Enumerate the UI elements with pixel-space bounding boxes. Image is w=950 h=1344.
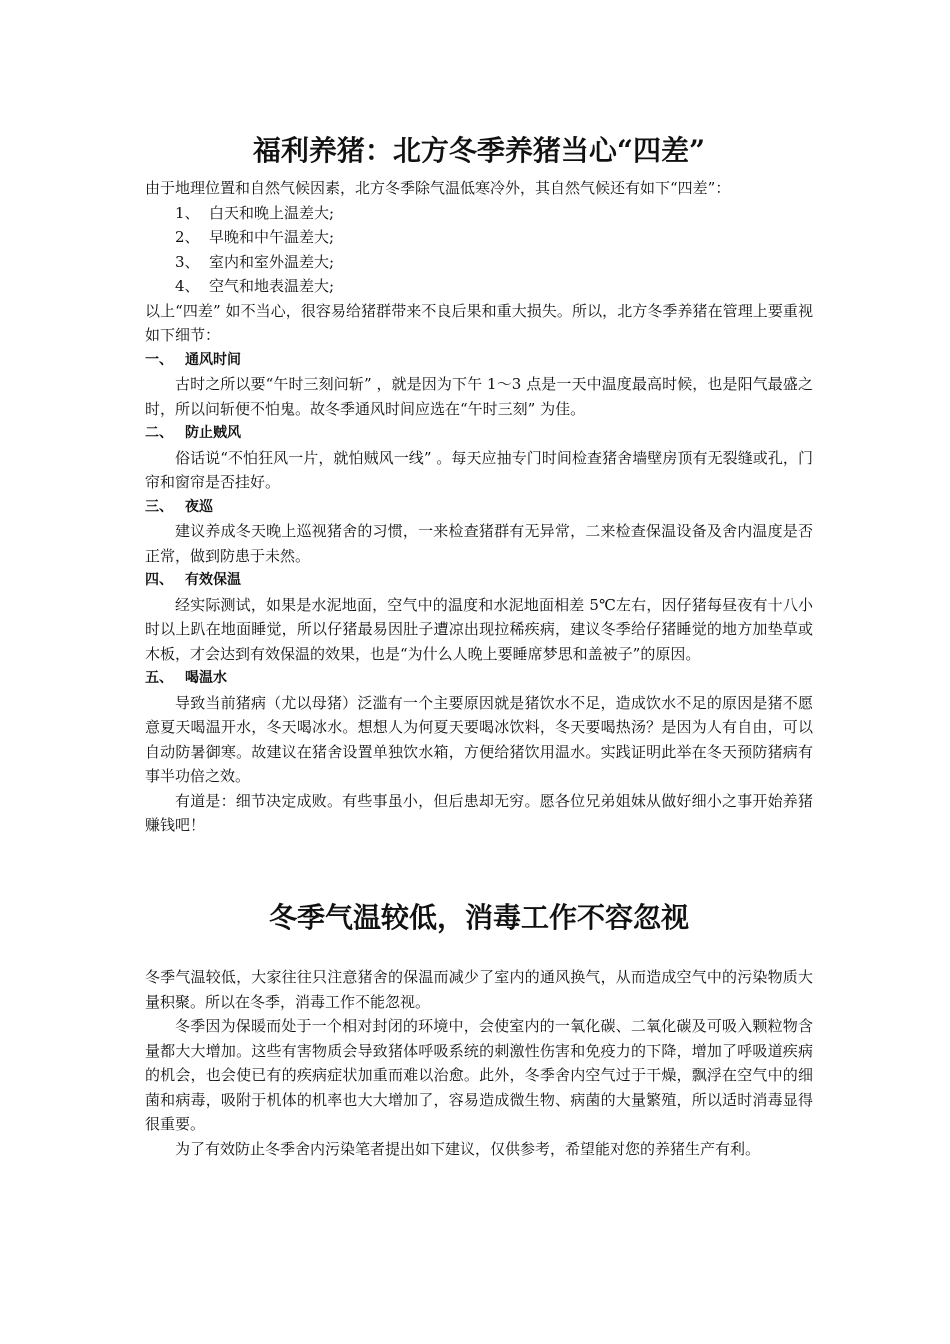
item-paragraph: 建议养成冬天晚上巡视猪舍的习惯，一来检查猪群有无异常，二来检查保温设备及舍内温度是否正常，做到防患于未然。 bbox=[145, 522, 813, 565]
list-number: 3、 bbox=[175, 252, 200, 271]
item-number: 三、 bbox=[145, 498, 173, 515]
list-item bbox=[145, 225, 813, 250]
list-text: 空气和地表温差大; bbox=[209, 277, 335, 295]
section2-body bbox=[145, 965, 813, 1161]
section2-paragraph: 冬季气温较低，大家往往只注意猪舍的保温而减少了室内的通风换气，从而造成空气中的污染物质大量积聚。所以在冬季，消毒工作不能忽视。 bbox=[145, 968, 813, 1011]
list-item bbox=[145, 201, 813, 226]
list-number: 4、 bbox=[175, 277, 200, 295]
item-number: 四、 bbox=[145, 572, 173, 588]
section1-intro: 由于地理位置和自然气候因素，北方冬季除气温低寒冷外，其自然气候还有如下“四差”： bbox=[145, 179, 731, 197]
list-number: 1、 bbox=[175, 203, 200, 222]
section2-paragraph: 为了有效防止冬季舍内污染笔者提出如下建议，仅供参考，希望能对您的养猪生产有利。 bbox=[175, 1139, 761, 1158]
item-heading-text: 有效保温 bbox=[185, 572, 241, 588]
item-heading bbox=[145, 421, 813, 446]
item-paragraph: 导致当前猪病（尤以母猪）泛滥有一个主要原因就是猪饮水不足，造成饮水不足的原因是猪不愿意夏天喝温开水，冬天喝冰水。想想人为何夏天要喝冰饮料，冬天要喝热汤？是因为人有自由，可以自动防暑御寒。故建议在猪舍设置单独饮水箱，方便给猪饮用温水。实践证明此举在冬天预防猪病有事半功倍之效。 bbox=[145, 693, 813, 785]
item-number: 五、 bbox=[145, 670, 173, 686]
item-heading-text: 夜巡 bbox=[185, 498, 213, 515]
item-heading bbox=[145, 495, 813, 520]
list-text: 白天和晚上温差大; bbox=[209, 203, 335, 222]
list-text: 早晚和中午温差大; bbox=[209, 228, 335, 246]
list-item bbox=[145, 274, 813, 299]
section1-title: 福利养猪：北方冬季养猪当心“四差” bbox=[252, 134, 706, 167]
list-text: 室内和室外温差大; bbox=[209, 252, 335, 271]
section2-title: 冬季气温较低，消毒工作不容忽视 bbox=[268, 901, 689, 934]
item-heading bbox=[145, 666, 813, 691]
item-paragraph: 古时之所以要“午时三刻问斩” ，就是因为下午 1～3 点是一天中温度最高时候，也是阳气最盛之时，所以问斩便不怕鬼。故冬季通风时间应选在“午时三刻” 为佳。 bbox=[145, 375, 813, 418]
after-list-paragraph: 以上“四差” 如不当心，很容易给猪群带来不良后果和重大损失。所以，北方冬季养猪在管理上要重视如下细节： bbox=[145, 301, 813, 344]
item-heading-text: 防止贼风 bbox=[185, 425, 241, 441]
section1-body bbox=[145, 176, 813, 838]
item-heading bbox=[145, 568, 813, 593]
section2-paragraph: 冬季因为保暖而处于一个相对封闭的环境中，会使室内的一氧化碳、二氧化碳及可吸入颗粒物含量都大大增加。这些有害物质会导致猪体呼吸系统的刺激性伤害和免疫力的下降，增加了呼吸道疾病的机会，也会使已有的疾病症状加重而难以治愈。此外，冬季舍内空气过于干燥，飘浮在空气中的细菌和病毒，吸附于机体的机率也大大增加了，容易造成微生物、病菌的大量繁殖，所以适时消毒显得很重要。 bbox=[145, 1017, 813, 1133]
item-heading bbox=[145, 348, 813, 373]
list-item bbox=[145, 250, 813, 275]
item-paragraph: 俗话说“不怕狂风一片，就怕贼风一线” 。每天应抽专门时间检查猪舍墙壁房顶有无裂缝或孔，门帘和窗帘是否挂好。 bbox=[145, 448, 813, 491]
item-heading-text: 通风时间 bbox=[185, 351, 241, 368]
item-number: 一、 bbox=[145, 351, 173, 368]
item-heading-text: 喝温水 bbox=[185, 670, 227, 686]
item-number: 二、 bbox=[145, 425, 173, 441]
item-paragraph: 经实际测试，如果是水泥地面，空气中的温度和水泥地面相差 5℃左右，因仔猪每昼夜有十八小时以上趴在地面睡觉，所以仔猪最易因肚子遭凉出现拉稀疾病，建议冬季给仔猪睡觉的地方加垫草或木板，才会达到有效保温的效果，也是“为什么人晚上要睡席梦思和盖被子”的原因。 bbox=[145, 595, 813, 663]
list-number: 2、 bbox=[175, 228, 200, 246]
closing-paragraph: 有道是：细节决定成败。有些事虽小，但后患却无穷。愿各位兄弟姐妹从做好细小之事开始养猪赚钱吧！ bbox=[145, 791, 813, 834]
